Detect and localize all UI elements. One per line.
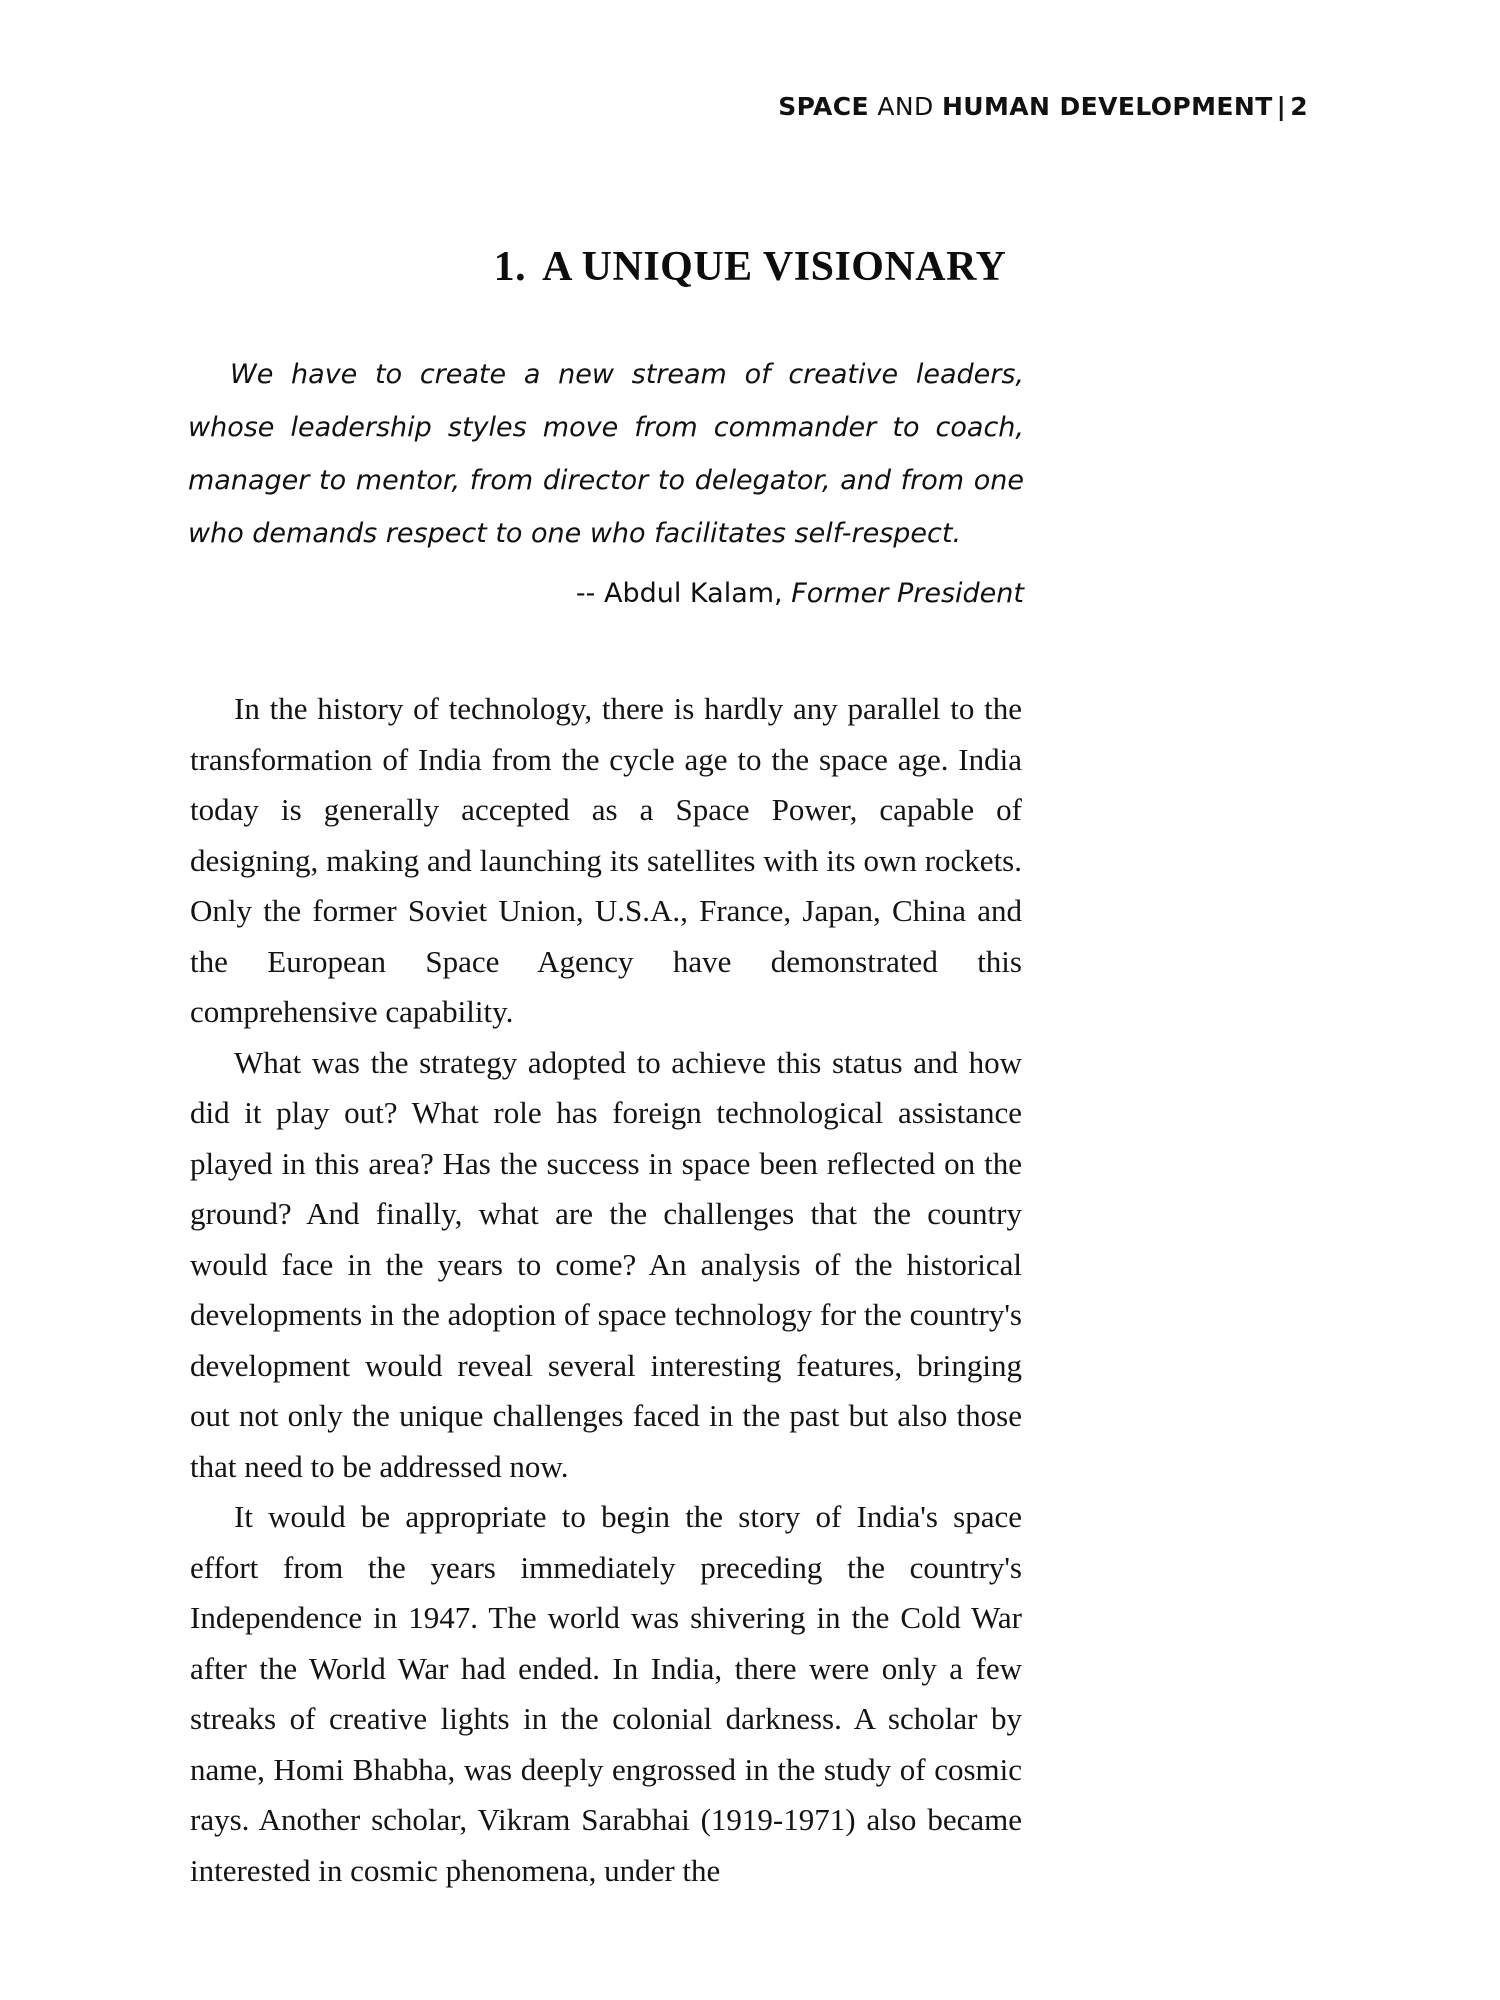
- epigraph-quote: [188, 348, 1024, 560]
- running-header-separator: |: [1276, 92, 1287, 121]
- body-paragraph: What was the strategy adopted to achieve this status and how did it play out? What role has foreign technological assistance played in this area? Has the success in space been reflected on the ground? And finally, what are the challenges that the country would face in the years to come? An analysis of the historical developments in the adoption of space technology for the country's development would reveal several interesting features, bringing out not only the unique challenges faced in the past but also those that need to be addressed now.: [190, 1044, 1022, 1484]
- epigraph-text: We have to create a new stream of creative leaders, whose leadership styles move from commander to coach, manager to mentor, from director to delegator, and from one who demands respect to one who facilitates self-respect.: [188, 359, 1024, 549]
- running-header: [0, 92, 1308, 121]
- epigraph-attribution: [188, 578, 1024, 609]
- running-header-part2: HUMAN DEVELOPMENT: [941, 92, 1273, 121]
- body-paragraph: In the history of technology, there is hardly any parallel to the transformation of India from the cycle age to the space age. India today is generally accepted as a Space Power, capable of designing, making and launching its satellites with its own rockets. Only the former Soviet Union, U.S.A., France, Japan, China and the European Space Agency have demonstrated this comprehensive capability.: [190, 691, 1022, 1029]
- running-header-part1: SPACE: [778, 92, 870, 121]
- chapter-number: 1.: [493, 244, 527, 291]
- running-header-and: AND: [869, 92, 942, 121]
- attribution-role: Former President: [791, 578, 1024, 609]
- body-paragraph: It would be appropriate to begin the story of India's space effort from the years immediately preceding the country's Independence in 1947. The world was shivering in the Cold War after the World War had ended. In India, there were only a few streaks of creative lights in the colonial darkness. A scholar by name, Homi Bhabha, was deeply engrossed in the study of cosmic rays. Another scholar, Vikram Sarabhai (1919-1971) also became interested in cosmic phenomena, under the: [190, 1499, 1022, 1888]
- chapter-title: [0, 243, 1500, 291]
- body-text: [190, 684, 1022, 1896]
- chapter-title-text: A UNIQUE VISIONARY: [542, 244, 1007, 291]
- attribution-name: -- Abdul Kalam,: [575, 578, 792, 609]
- page-number: 2: [1290, 92, 1308, 121]
